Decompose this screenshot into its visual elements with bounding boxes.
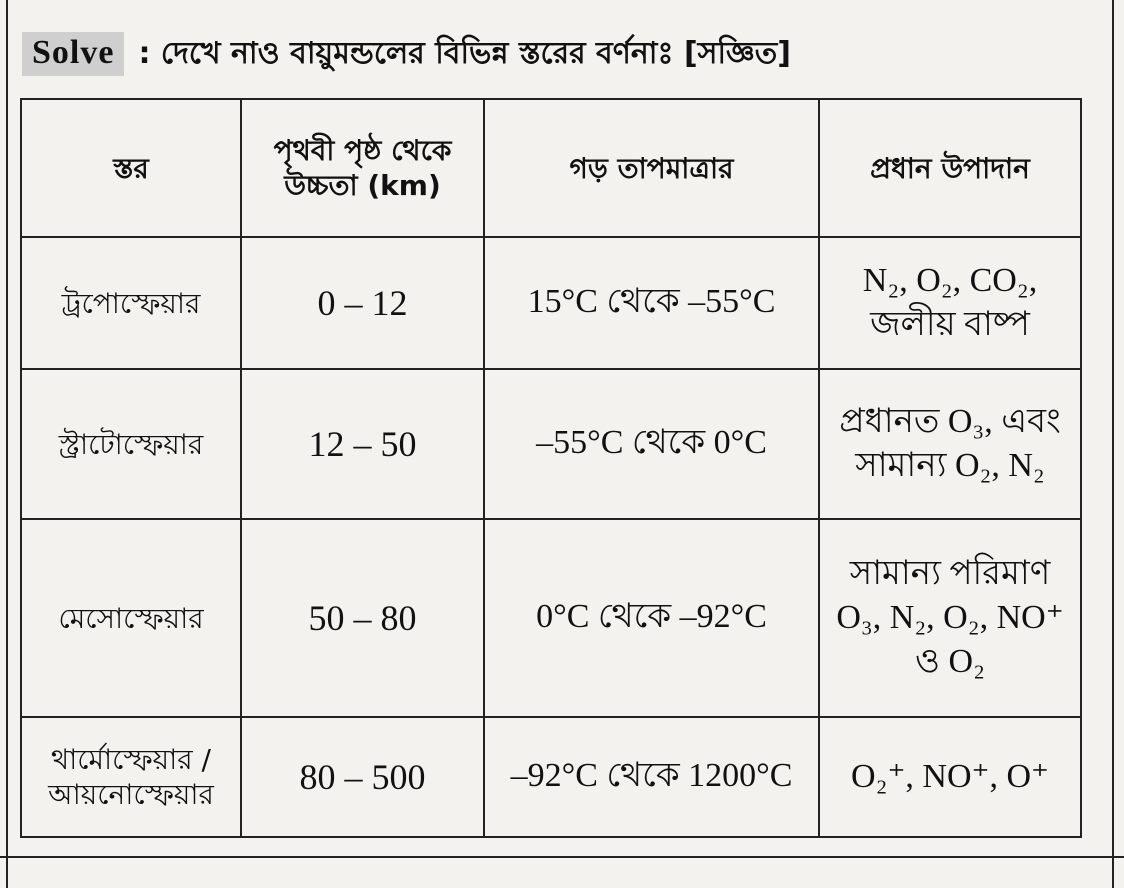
solve-title: : দেখে নাও বায়ুমন্ডলের বিভিন্ন স্তরের বর্ণনাঃ [সজ্ঞিত] bbox=[138, 35, 791, 71]
main-components: প্রধানত O₃, এবং সামান্য O₂, N₂ bbox=[819, 369, 1081, 519]
layer-name: স্ট্রাটোস্ফেয়ার bbox=[21, 369, 241, 519]
page-border-right bbox=[1112, 0, 1114, 888]
main-components: সামান্য পরিমাণ O₃, N₂, O₂, NO⁺ ও O₂ bbox=[819, 519, 1081, 717]
temperature-range: –92°C থেকে 1200°C bbox=[484, 717, 819, 837]
temperature-range: 15°C থেকে –55°C bbox=[484, 237, 819, 369]
solve-badge: Solve bbox=[22, 32, 124, 76]
column-header-height: পৃথবী পৃষ্ঠ থেকে উচ্চতা (km) bbox=[241, 99, 484, 237]
main-components: N₂, O₂, CO₂, জলীয় বাষ্প bbox=[819, 237, 1081, 369]
temperature-range: –55°C থেকে 0°C bbox=[484, 369, 819, 519]
layer-name: ট্রপোস্ফেয়ার bbox=[21, 237, 241, 369]
height-range: 12 – 50 bbox=[241, 369, 484, 519]
table-row bbox=[21, 237, 1081, 369]
atmosphere-layers-table bbox=[20, 98, 1082, 838]
height-range: 50 – 80 bbox=[241, 519, 484, 717]
table-row bbox=[21, 519, 1081, 717]
column-header-layer: স্তর bbox=[21, 99, 241, 237]
height-range: 0 – 12 bbox=[241, 237, 484, 369]
main-components: O₂⁺, NO⁺, O⁺ bbox=[819, 717, 1081, 837]
temperature-range: 0°C থেকে –92°C bbox=[484, 519, 819, 717]
bottom-rule bbox=[0, 856, 1124, 858]
table-header-row bbox=[21, 99, 1081, 237]
column-header-temperature: গড় তাপমাত্রার bbox=[484, 99, 819, 237]
column-header-components: প্রধান উপাদান bbox=[819, 99, 1081, 237]
table-row bbox=[21, 369, 1081, 519]
layer-name: থার্মোস্ফেয়ার /আয়নোস্ফেয়ার bbox=[21, 717, 241, 837]
layer-name: মেসোস্ফেয়ার bbox=[21, 519, 241, 717]
table-row bbox=[21, 717, 1081, 837]
solve-header bbox=[22, 30, 791, 78]
page-border-left bbox=[6, 0, 8, 888]
height-range: 80 – 500 bbox=[241, 717, 484, 837]
